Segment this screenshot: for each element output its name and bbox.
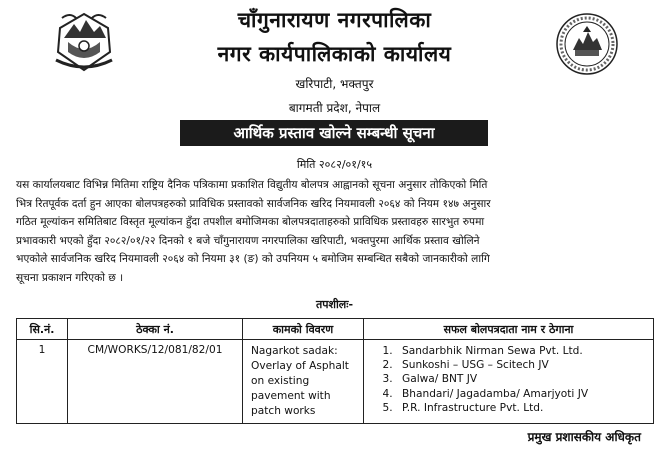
organization-name: चाँगुनारायण नगरपालिका bbox=[237, 8, 432, 32]
award-table bbox=[16, 318, 654, 424]
table-header-row bbox=[17, 319, 654, 340]
body-line: गठित मूल्यांकन समितिबाट विस्तृत मूल्यांकन हुँदा तपशील बमोजिमका बोलपत्रदाताहरुको प्राविधिक प्रस्तावहरु सारभुत रुपमा bbox=[16, 216, 485, 228]
office-address: खरिपाटी, भक्तपुर bbox=[295, 77, 374, 91]
office-name: नगर कार्यपालिकाको कार्यालय bbox=[217, 42, 452, 66]
cell-serial-number: 1 bbox=[17, 340, 68, 424]
notice-body bbox=[16, 176, 654, 287]
body-line: सूचना प्रकाशन गरिएको छ । bbox=[16, 271, 124, 284]
bidder-item: 3. Galwa/ BNT JV bbox=[396, 372, 649, 386]
body-line: भएकोले सार्वजनिक खरिद नियमावली २०६४ को नियमा ३१ (ङ) को उपनियम ५ बमोजिम सम्बन्धित सबैको जानकारीको लागि bbox=[16, 253, 490, 265]
signatory-title: प्रमुख प्रशासकीय अधिकृत bbox=[527, 430, 641, 444]
details-label: तपशीलः- bbox=[315, 298, 354, 311]
cell-work-description bbox=[243, 340, 364, 424]
bidder-item: 5. P.R. Infrastructure Pvt. Ltd. bbox=[396, 401, 649, 415]
body-line: यस कार्यालयबाट विभिन्न मितिमा राष्ट्रिय दैनिक पत्रिकामा प्रकाशित विद्युतीय बोलपत्र आह्वानको सूचना अनुसार तोकिएको मिति bbox=[16, 179, 488, 191]
notice-date: मिति २०८२/०१/१५ bbox=[296, 158, 373, 171]
bidder-item: 2. Sunkoshi – USG – Scitech JV bbox=[396, 358, 649, 372]
bidder-item: 4. Bhandari/ Jagadamba/ Amarjyoti JV bbox=[396, 387, 649, 401]
body-line: भित्र रितपूर्वक दर्ता हुन आएका बोलपत्रहरुको प्राविधिक प्रस्तावको सार्वजनिक खरिद नियमावली २०६४ को नियम १४७ अनुसार bbox=[16, 197, 491, 210]
bidder-item: 1. Sandarbhik Nirman Sewa Pvt. Ltd. bbox=[396, 344, 649, 358]
bidder-list bbox=[368, 344, 649, 415]
header-contract-number: ठेक्का नं. bbox=[68, 319, 243, 340]
work-description-text: Nagarkot sadak: Overlay of Asphalt on existing pavement with patch works bbox=[251, 345, 349, 417]
cell-contract-number: CM/WORKS/12/081/82/01 bbox=[68, 340, 243, 424]
header-work-description: कामको विवरण bbox=[243, 319, 364, 340]
office-province: बागमती प्रदेश, नेपाल bbox=[288, 101, 381, 115]
table-row bbox=[17, 340, 654, 424]
notice-title: आर्थिक प्रस्ताव खोल्ने सम्बन्धी सूचना bbox=[180, 120, 488, 146]
header-successful-bidders: सफल बोलपत्रदाता नाम र ठेगाना bbox=[364, 319, 654, 340]
header-serial-number: सि.नं. bbox=[17, 319, 68, 340]
cell-bidders bbox=[364, 340, 654, 424]
body-line: प्रभावकारी भएको हुँदा २०८२/०१/२२ दिनको १ बजे चाँगुनारायण नगरपालिका खरिपाटी, भक्तपुरमा आर्थिक प्रस्ताव खोलिने bbox=[16, 234, 480, 247]
